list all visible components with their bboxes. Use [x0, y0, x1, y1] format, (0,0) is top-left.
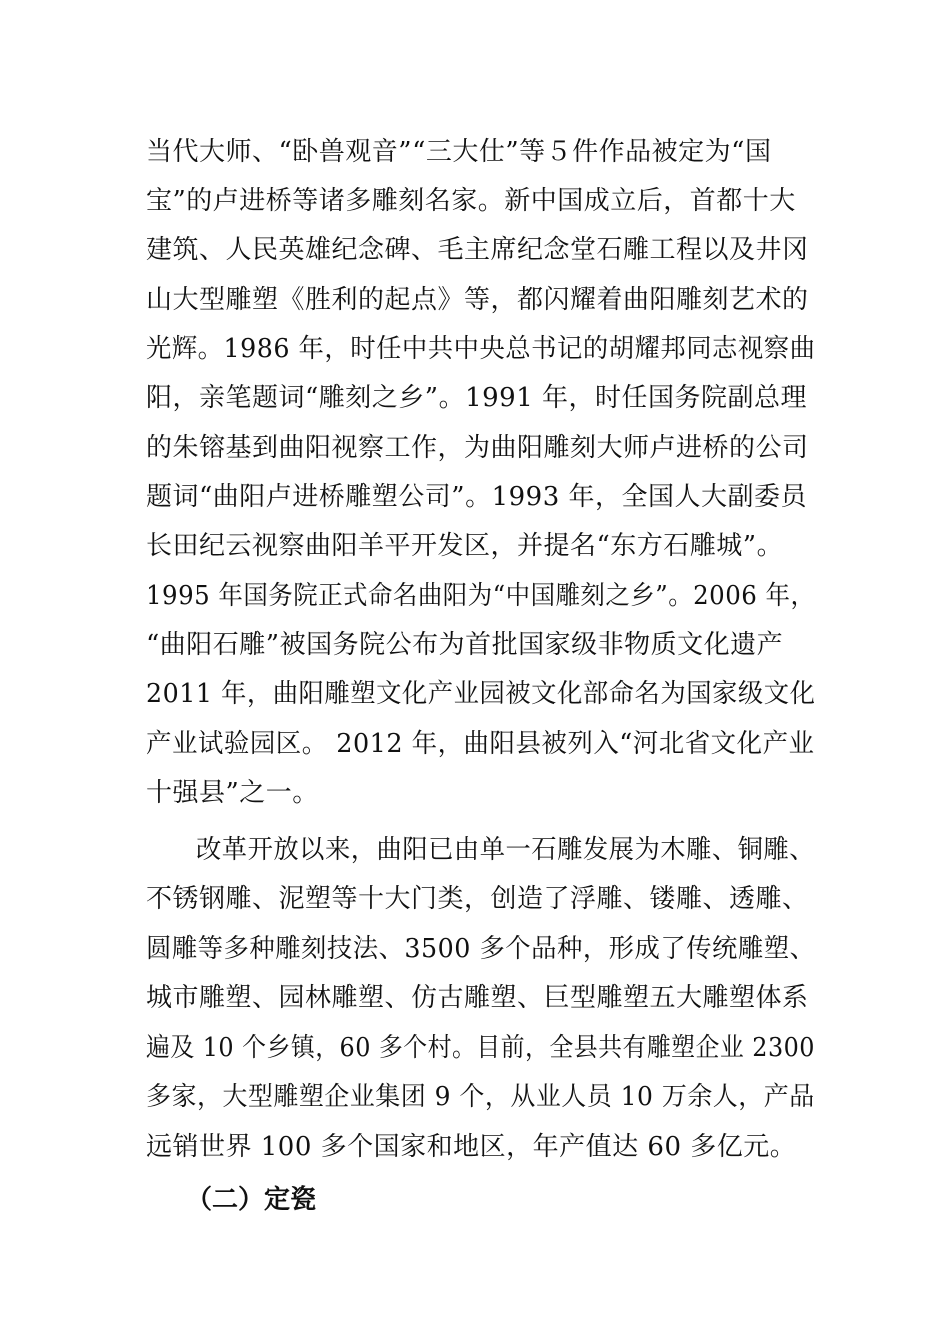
paragraph-2-line-4: 城市雕塑、园林雕塑、仿古雕塑、巨型雕塑五大雕塑体系 [146, 983, 809, 1013]
paragraph-2-line-2: 不锈钢雕、泥塑等十大门类，创造了浮雕、镂雕、透雕、 [146, 884, 809, 914]
paragraph-1-line-12: 2011 年，曲阳雕塑文化产业园被文化部命名为国家级文化 [146, 679, 816, 709]
paragraph-1-line-5: 光辉。1986 年，时任中共中央总书记的胡耀邦同志视察曲 [146, 334, 816, 364]
section-heading: （二）定瓷 [186, 1185, 317, 1215]
paragraph-1-line-4: 山大型雕塑《胜利的起点》等，都闪耀着曲阳雕刻艺术的 [146, 285, 809, 315]
paragraph-1-line-13: 产业试验园区。 2012 年，曲阳县被列入“河北省文化产业 [146, 729, 815, 759]
paragraph-1-line-11: “曲阳石雕”被国务院公布为首批国家级非物质文化遗产 [146, 630, 784, 660]
paragraph-2-line-7: 远销世界 100 多个国家和地区，年产值达 60 多亿元。 [146, 1132, 797, 1162]
paragraph-1-line-3: 建筑、人民英雄纪念碑、毛主席纪念堂石雕工程以及井冈 [146, 235, 809, 265]
paragraph-2-line-5: 遍及 10 个乡镇，60 多个村。目前，全县共有雕塑企业 2300 [146, 1033, 815, 1063]
paragraph-1-line-6: 阳，亲笔题词“雕刻之乡”。1991 年，时任国务院副总理 [146, 383, 808, 413]
paragraph-1-line-10: 1995 年国务院正式命名曲阳为“中国雕刻之乡”。2006 年， [146, 581, 816, 611]
paragraph-2-line-1: 改革开放以来，曲阳已由单一石雕发展为木雕、铜雕、 [196, 835, 816, 865]
paragraph-1-line-8: 题词“曲阳卢进桥雕塑公司”。1993 年，全国人大副委员 [146, 482, 808, 512]
paragraph-1-line-7: 的朱镕基到曲阳视察工作，为曲阳雕刻大师卢进桥的公司 [146, 433, 809, 463]
paragraph-1-line-1: 当代大师、“卧兽观音”“三大仕”等５件作品被定为“国 [146, 137, 772, 167]
paragraph-2-line-6: 多家，大型雕塑企业集团 9 个，从业人员 10 万余人，产品 [146, 1082, 815, 1112]
paragraph-1-line-14: 十强县”之一。 [146, 778, 319, 808]
paragraph-2-line-3: 圆雕等多种雕刻技法、3500 多个品种，形成了传统雕塑、 [146, 934, 816, 964]
paragraph-1-line-9: 长田纪云视察曲阳羊平开发区，并提名“东方石雕城”。 [146, 531, 784, 561]
paragraph-1-line-2: 宝”的卢进桥等诸多雕刻名家。新中国成立后，首都十大 [146, 186, 796, 216]
